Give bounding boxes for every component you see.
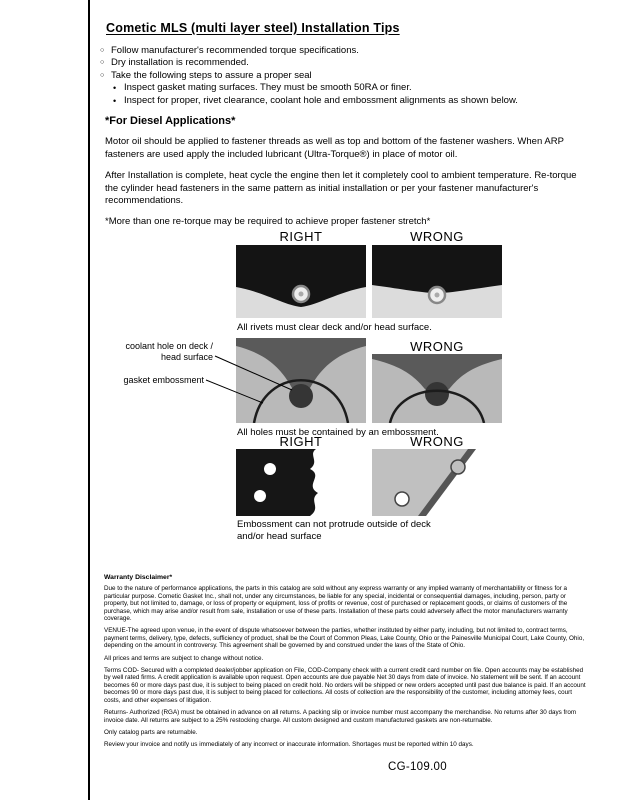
page-title: Cometic MLS (multi layer steel) Installation Tips [106, 21, 400, 35]
warranty-paragraph: VENUE-The agreed upon venue, in the event of dispute whatsoever between the parties, whether instituted by either party, including, but not limited to, contract terms, payment terms, delivery, type, defects, sufficiency of product, shall be the Court of Common Pleas, Lake County, Ohio or the Painesville Municipal Court, Lake County, Ohio, depending on the amount in controversy. This agreement shall be governed by and construed under the laws of the State of Ohio. [104, 627, 585, 650]
diagram-caption: All holes must be contained by an embossment. [237, 427, 439, 438]
paragraph: Motor oil should be applied to fastener threads as well as top and bottom of the fastener washers. When ARP fasteners are used apply the included lubricant (Ultra-Torque®) in place of motor oil. [105, 136, 564, 160]
open-bullet-icon: ○ [100, 71, 105, 79]
page-code: CG-109.00 [388, 761, 447, 773]
warranty-paragraph: Only catalog parts are returnable. [104, 728, 198, 736]
warranty-paragraph: All prices and terms are subject to change without notice. [104, 654, 264, 662]
wrong-label: WRONG [410, 339, 464, 354]
embossment-right-diagram [236, 338, 366, 423]
protrude-wrong-diagram [372, 449, 502, 516]
embossment-wrong-diagram [372, 354, 502, 423]
list-sub-item [100, 82, 580, 94]
gasket-embossment-callout: gasket embossment [123, 375, 204, 385]
paragraph: After Installation is complete, heat cycle the engine then let it completely cool to ambient temperature. Re-torque the cylinder head fasteners in the same pattern as initial installation or per your fastener manufacturer's recommendations. [105, 170, 577, 207]
coolant-hole-callout: coolant hole on deck / head surface [125, 341, 213, 362]
warranty-heading: Warranty Disclaimer* [104, 574, 173, 581]
diesel-applications-section [105, 115, 581, 238]
warranty-paragraph: Returns- Authorized (RGA) must be obtained in advance on all returns. A packing slip or invoice number must accompany the merchandise. No returns after 30 days from invoice date. All returns are subject to a 25% restocking charge. All custom designed and custom manufactured gaskets are non-returnable. [104, 709, 577, 724]
protrude-right-diagram [236, 449, 366, 516]
right-label: RIGHT [279, 229, 323, 244]
wrong-label: WRONG [410, 434, 464, 449]
filled-bullet-icon: • [113, 95, 117, 106]
list-item-text: Inspect for proper, rivet clearance, coolant hole and embossment alignments as shown below. [124, 94, 518, 106]
left-margin-rule [88, 0, 90, 800]
list-item [100, 45, 580, 57]
open-bullet-icon: ○ [100, 47, 105, 54]
diagram-caption: All rivets must clear deck and/or head surface. [237, 322, 432, 333]
list-item-text: Inspect gasket mating surfaces. They must be smooth 50RA or finer. [124, 82, 412, 94]
right-label: RIGHT [279, 434, 323, 449]
list-item [100, 57, 580, 69]
note-text: *More than one re-torque may be required to achieve proper fastener stretch* [105, 216, 431, 228]
rivet-right-diagram [236, 245, 366, 318]
list-item-text: Take the following steps to assure a proper seal [111, 69, 312, 81]
section-heading: *For Diesel Applications* [105, 115, 236, 127]
wrong-label: WRONG [410, 229, 464, 244]
list-item [100, 70, 580, 82]
warranty-paragraph: Due to the nature of performance applications, the parts in this catalog are sold without any express warranty or any implied warranty of merchantability or fitness for a particular purpose. Cometic Gasket Inc., shall not, under any circumstances, be liable for any special, incidental or consequential damages, including, person, party or property, but not limited to, damage, or loss of property or equipment, loss of profits or revenue, cost of purchased or replacement goods, or claims of customers of the purchase, which may arise and/or result from sale, installation or use of these parts. Installation of these parts could adversely affect the motor manufacturers warranty coverage. [104, 585, 568, 623]
list-sub-item [100, 95, 580, 107]
list-item-text: Follow manufacturer's recommended torque specifications. [111, 45, 359, 56]
warranty-disclaimer-section [104, 574, 590, 754]
warranty-paragraph: Terms COD- Secured with a completed dealer/jobber application on File, COD-Company check with a current credit card number on file. Open accounts may be established by well rated firms. A credit application is available upon request. Open accounts are due payable Net 30 days from date of invoice. No statement will be sent. If an account becomes 60 or more days past due, it is subject to being placed on credit hold. No orders will be shipped or new orders accepted until past due balance is paid. If an account becomes 90 or more days past due, it is subject to being placed for collections. All costs of collection are the responsibility of the customer, including attorney fees, court costs, and other expenses of litigation. [104, 667, 586, 704]
open-bullet-icon: ○ [100, 59, 105, 67]
warranty-paragraph: Review your invoice and notify us immediately of any incorrect or inaccurate information. Shortages must be reported within 10 days. [104, 741, 474, 749]
list-item-text: Dry installation is recommended. [111, 57, 249, 69]
rivet-wrong-diagram [372, 245, 502, 318]
diagram-caption: Embossment can not protrude outside of deck and/or head surface [237, 519, 431, 542]
filled-bullet-icon: • [113, 83, 117, 94]
installation-tips-list [100, 45, 580, 107]
